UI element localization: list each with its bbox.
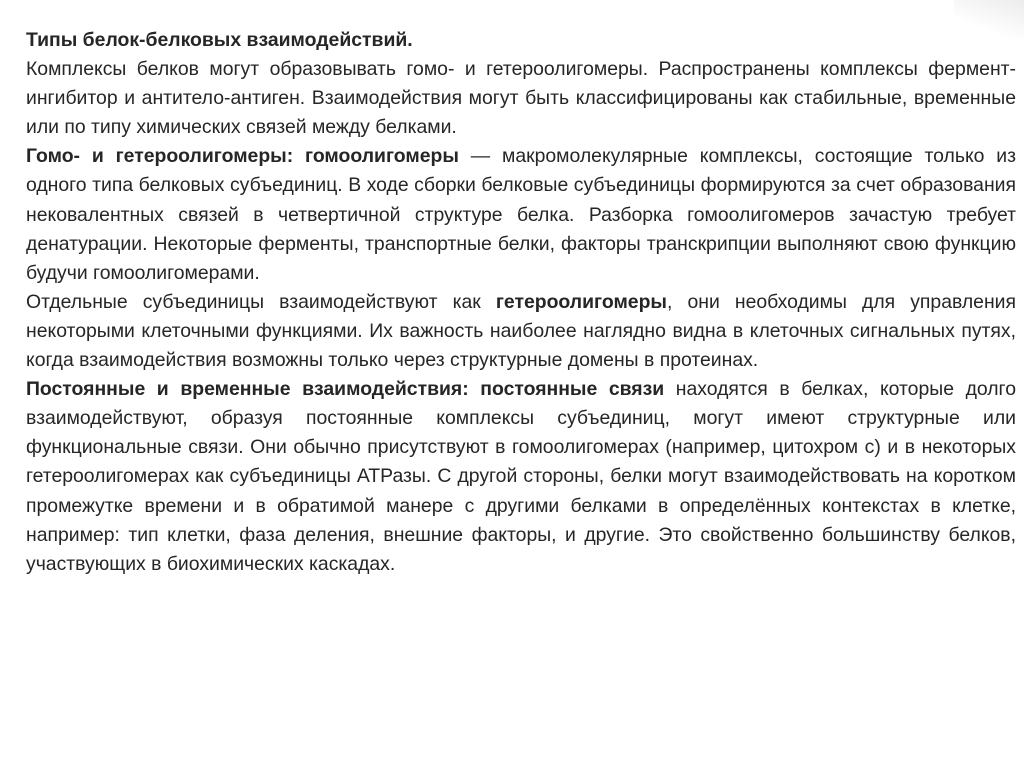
paragraph-subunits-after: , они необходимы для управления некоторыми клеточными функциями. Их важность наиболее наглядно видна в клеточных сигнальных путях, когда взаимодействия возможны только через структурные домены в протеинах. (26, 290, 1016, 372)
paragraph-homo-hetero (26, 142, 1016, 287)
slide-title: Типы белок-белковых взаимодействий. (26, 29, 413, 51)
paragraph-homo-hetero-text: — макромолекулярные комплексы, состоящие только из одного типа белковых субъединиц. В ходе сборки белковые субъединицы формируются за счет образования нековалентных связей в четвертичной структуре белка. Разборка гомоолигомеров зачастую требует денатурации. Некоторые ферменты, транспортные белки, факторы транскрипции выполняют свою функцию будучи гомоолигомерами. (26, 145, 1017, 284)
paragraph-permanent-temporary (26, 375, 1016, 579)
paragraph-subunits (26, 288, 1016, 375)
paragraph-subunits-term: гетероолигомеры (495, 290, 667, 313)
slide-text (26, 26, 1016, 579)
paragraph-permanent-temporary-text: находятся в белках, которые долго взаимодействуют, образуя постоянные комплексы субъединиц, могут имеют структурные или функциональные связи. Они обычно присутствуют в гомоолигомерах (например, цитохром с) и в некоторых гетероолигомерах как субъединицы АТРазы. С другой стороны, белки могут взаимодействовать на коротком промежутке времени и в обратимой манере с другими белками в определённых контекстах в клетке, например: тип клетки, фаза деления, внешние факторы, и другие. Это свойственно большинству белков, участвующих в биохимических каскадах. (26, 378, 1016, 575)
paragraph-permanent-temporary-lead: Постоянные и временные взаимодействия: постоянные связи (26, 378, 665, 401)
paragraph-subunits-before: Отдельные субъединицы взаимодействуют как (26, 290, 496, 313)
paragraph-homo-hetero-lead: Гомо- и гетероолигомеры: гомоолигомеры (26, 145, 459, 168)
paragraph-intro: Комплексы белков могут образовывать гомо- и гетероолигомеры. Распространены комплексы фермент-ингибитор и антитело-антиген. Взаимодействия могут быть классифицированы как стабильные, временные или по типу химических связей между белками. (26, 58, 1016, 139)
